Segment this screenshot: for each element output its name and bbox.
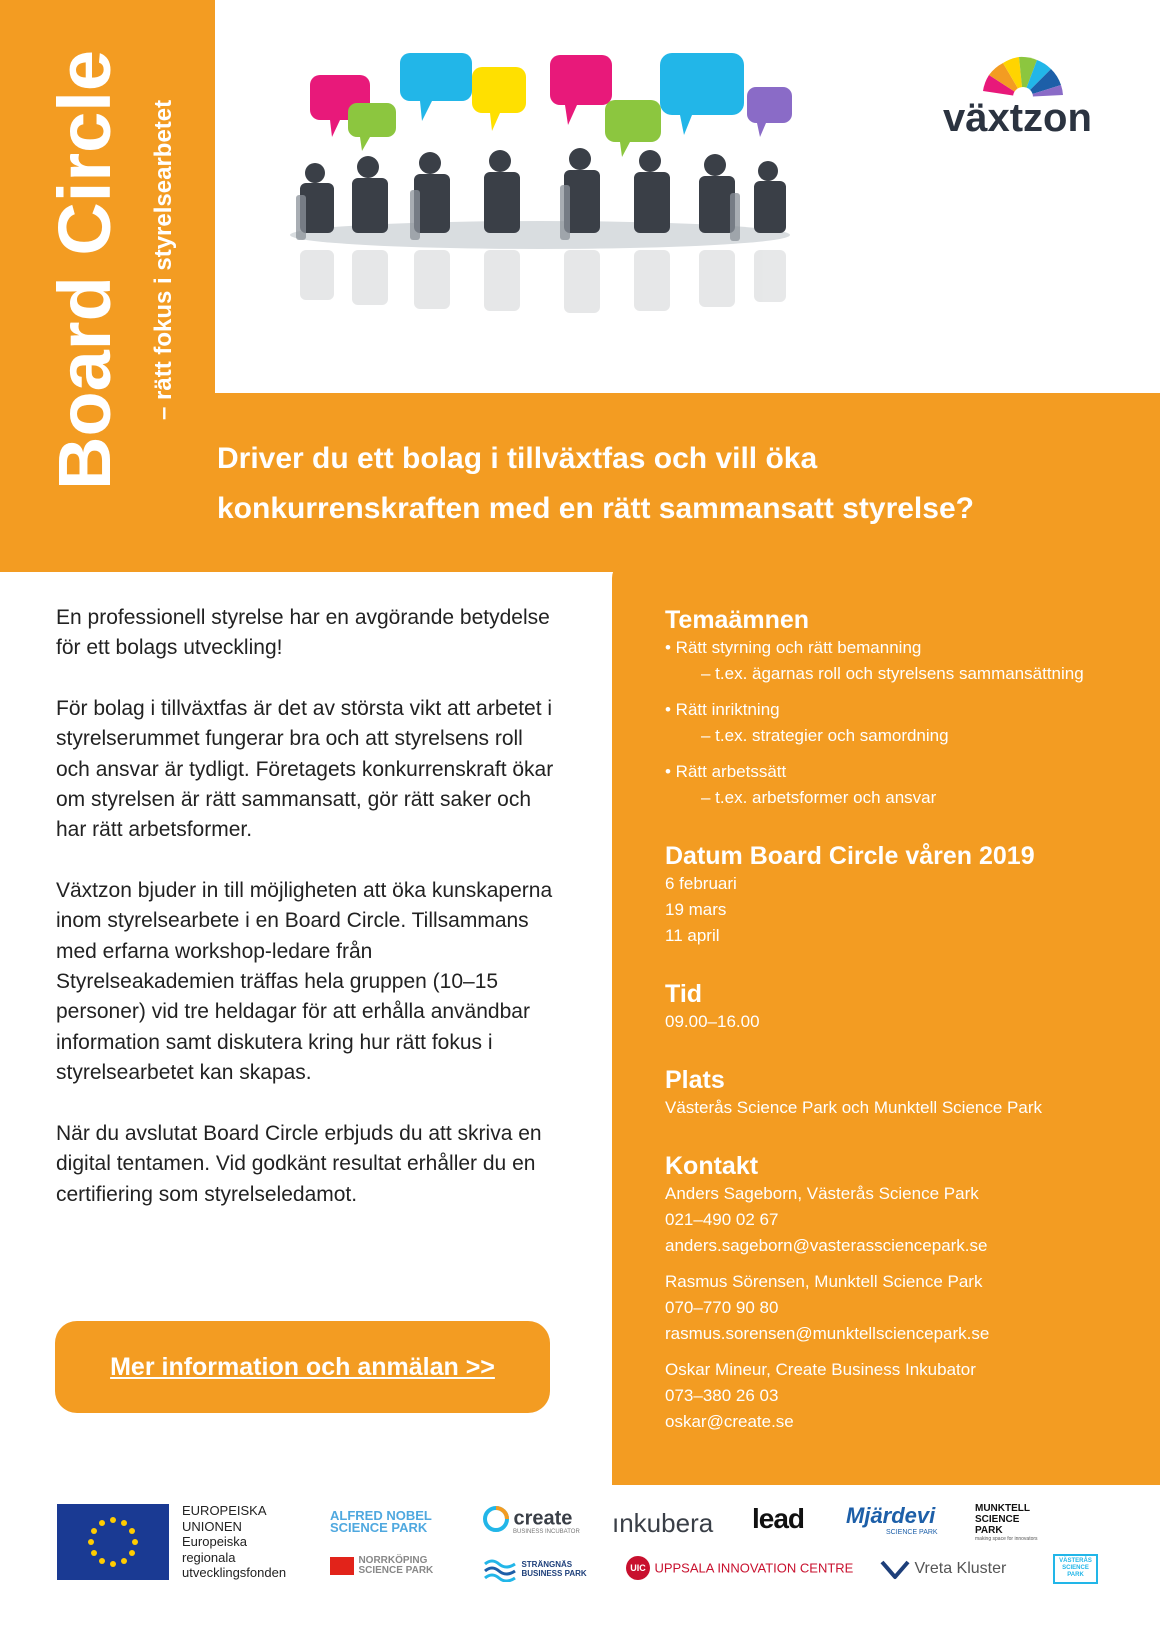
body-paragraph-1: En professionell styrelse har en avgörande betydelse för ett bolags utveckling! [56, 606, 550, 660]
headline-line-1: Driver du ett bolag i tillväxtfas och vill öka [217, 442, 818, 475]
dates-heading: Datum Board Circle våren 2019 [665, 842, 1035, 870]
strangnas-logo: STRÄNGNÄS BUSINESS PARK [483, 1556, 593, 1582]
body-paragraph-3: Växtzon bjuder in till möjligheten att öka kunskaperna inom styrelsearbete i en Board Circle. Tillsammans med erfarna workshop-ledare från Styrelseakademien träffas hela gruppen (10–15 personer) vid tre heldagar för att erhålla användbar information samt diskutera kring hur rätt fokus i styrelsearbetet kan skapas. [56, 878, 553, 1085]
theme-detail-1: – t.ex. ägarnas roll och styrelsens sammansättning [701, 664, 1084, 683]
time-value: 09.00–16.00 [665, 1012, 760, 1031]
norrkoping-icon [330, 1557, 354, 1575]
mjardevi-logo: Mjärdevi SCIENCE PARK [846, 1503, 938, 1536]
more-info-button[interactable] [55, 1321, 550, 1413]
theme-item-1: • Rätt styrning och rätt bemanning [665, 638, 922, 657]
uic-logo: UIC UPPSALA INNOVATION CENTRE [626, 1556, 853, 1580]
place-heading: Plats [665, 1066, 725, 1094]
eu-line-4: regionala [182, 1549, 236, 1565]
meeting-illustration [260, 45, 820, 385]
date-3: 11 april [665, 926, 720, 945]
create-icon [483, 1506, 509, 1532]
contact-2-name: Rasmus Sörensen, Munktell Science Park [665, 1272, 983, 1291]
alfred-nobel-logo: ALFRED NOBEL SCIENCE PARK [330, 1508, 432, 1535]
vertical-subtitle: – rätt fokus i styrelsearbetet [150, 99, 177, 420]
more-info-link[interactable]: Mer information och anmälan >> [110, 1352, 495, 1381]
body-paragraph-4: När du avslutat Board Circle erbjuds du att skriva en digital tentamen. Vid godkänt resultat erhåller du en certifiering som styrelseledamot. [56, 1121, 542, 1206]
theme-detail-2: – t.ex. strategier och samordning [701, 726, 949, 745]
theme-item-2: • Rätt inriktning [665, 700, 780, 719]
headline-line-2: konkurrenskraften med en rätt sammansatt styrelse? [217, 492, 974, 525]
vreta-kluster-logo: Vreta Kluster [880, 1558, 1006, 1580]
place-value: Västerås Science Park och Munktell Science Park [665, 1098, 1043, 1117]
uic-icon: UIC [626, 1556, 650, 1580]
body-paragraph-2: För bolag i tillväxtfas är det av största vikt att arbetet i styrelserummet fungerar bra och att styrelsens roll och ansvar är tydligt. Företagets konkurrenskraft ökar om styrelsen är rätt sammansatt, gör rätt saker och har rätt arbetsformer. [56, 696, 554, 842]
theme-item-3: • Rätt arbetssätt [665, 762, 787, 781]
contact-heading: Kontakt [665, 1152, 759, 1180]
theme-detail-3: – t.ex. arbetsformer och ansvar [701, 788, 937, 807]
strangnas-icon [483, 1556, 517, 1582]
contact-1-phone: 021–490 02 67 [665, 1210, 779, 1229]
eu-line-5: utvecklingsfonden [182, 1565, 287, 1580]
info-column-content [665, 605, 1145, 1435]
speech-bubbles [310, 53, 792, 157]
headline [217, 434, 1117, 534]
norrkoping-logo: NORRKÖPING SCIENCE PARK [330, 1556, 448, 1576]
inkubera-logo: ınkubera [612, 1508, 714, 1538]
eu-line-2: UNIONEN [182, 1518, 242, 1534]
time-heading: Tid [665, 980, 703, 1008]
themes-heading: Temaämnen [665, 606, 810, 634]
logo-wordmark: växtzon [943, 96, 1092, 140]
contact-1-name: Anders Sageborn, Västerås Science Park [665, 1184, 979, 1203]
date-2: 19 mars [665, 900, 727, 919]
contact-3-phone: 073–380 26 03 [665, 1386, 779, 1405]
create-logo: create BUSINESS INCUBATOR [483, 1506, 580, 1535]
lead-logo: lead [752, 1503, 805, 1534]
contact-1-email[interactable]: anders.sageborn@vasterassciencepark.se [665, 1236, 988, 1255]
eu-text [182, 1503, 322, 1581]
contact-3-name: Oskar Mineur, Create Business Inkubator [665, 1360, 976, 1379]
contact-2-phone: 070–770 90 80 [665, 1298, 779, 1317]
people-silhouettes [300, 148, 786, 233]
date-1: 6 februari [665, 874, 737, 893]
eu-flag-icon [57, 1504, 169, 1580]
contact-3-email[interactable]: oskar@create.se [665, 1412, 794, 1431]
munktell-logo: MUNKTELL SCIENCE PARK making space for innovators [975, 1503, 1038, 1542]
eu-line-1: EUROPEISKA [182, 1503, 267, 1518]
eu-line-3: Europeiska [182, 1534, 248, 1549]
body-text [56, 603, 556, 1240]
vertical-title: Board Circle [43, 49, 126, 490]
vasteras-logo: VÄSTERÅS SCIENCE PARK [1053, 1554, 1098, 1584]
contact-2-email[interactable]: rasmus.sorensen@munktellsciencepark.se [665, 1324, 990, 1343]
vreta-icon [880, 1558, 910, 1580]
